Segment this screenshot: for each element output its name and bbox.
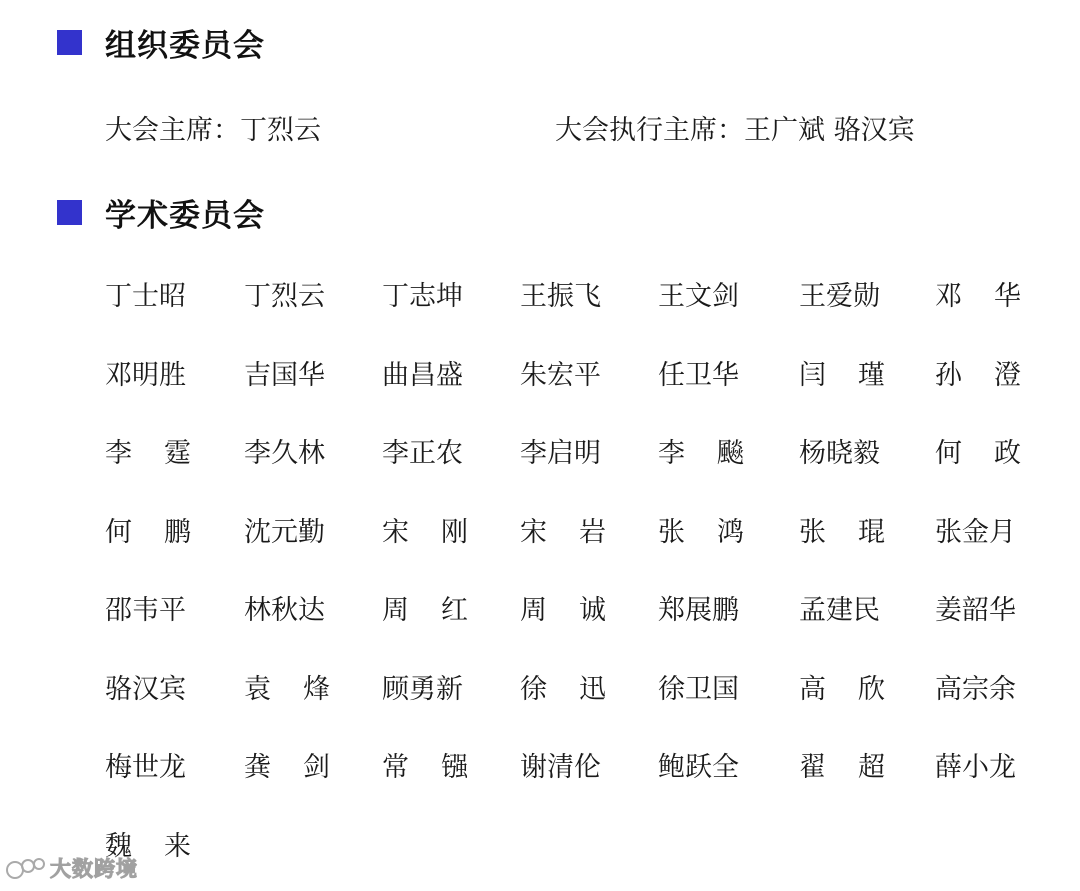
member-name: 魏 来 [105, 831, 191, 862]
member-row [105, 750, 1065, 786]
member-name: 骆汉宾 [105, 674, 186, 705]
watermark [6, 853, 138, 883]
member-name: 薛小龙 [935, 752, 1016, 783]
member-name: 丁士昭 [105, 281, 186, 312]
member-name: 杨晓毅 [799, 438, 880, 469]
section-header-academic [57, 190, 265, 235]
member-name: 何 政 [935, 438, 1021, 469]
member-row [105, 829, 1065, 865]
conference-chair: 大会主席：丁烈云 [105, 115, 321, 146]
conference-executive-chairs: 大会执行主席：王广斌 骆汉宾 [555, 115, 915, 146]
section-marker-icon [57, 30, 82, 55]
member-name: 周 诚 [520, 595, 606, 626]
member-name: 常 镪 [382, 752, 468, 783]
member-name: 朱宏平 [520, 360, 601, 391]
member-name: 邵韦平 [105, 595, 186, 626]
member-name: 何 鹏 [105, 517, 191, 548]
member-name: 孙 澄 [935, 360, 1021, 391]
member-name: 孟建民 [799, 595, 880, 626]
member-name: 姜韶华 [935, 595, 1016, 626]
section-marker-icon [57, 200, 82, 225]
member-name: 李 飈 [658, 438, 744, 469]
section-title-organizing: 组织委员会 [105, 28, 265, 64]
member-name: 吉国华 [244, 360, 325, 391]
watermark-text: 大数跨境 [50, 857, 138, 881]
member-name: 邓 华 [935, 281, 1021, 312]
member-name: 谢清伦 [520, 752, 601, 783]
member-row [105, 436, 1065, 472]
member-name: 闫 瑾 [799, 360, 885, 391]
member-name: 宋 岩 [520, 517, 606, 548]
section-title-academic: 学术委员会 [105, 198, 265, 234]
member-name: 李正农 [382, 438, 463, 469]
member-name: 丁志坤 [382, 281, 463, 312]
member-row [105, 515, 1065, 551]
member-row [105, 358, 1065, 394]
member-name: 张金月 [935, 517, 1016, 548]
member-name: 王爱勋 [799, 281, 880, 312]
member-name: 龚 剑 [244, 752, 330, 783]
member-name: 顾勇新 [382, 674, 463, 705]
member-name: 沈元勤 [244, 517, 325, 548]
member-name: 林秋达 [244, 595, 325, 626]
member-name: 李启明 [520, 438, 601, 469]
member-name: 高 欣 [799, 674, 885, 705]
member-name: 梅世龙 [105, 752, 186, 783]
member-name: 张 琨 [799, 517, 885, 548]
member-name: 王振飞 [520, 281, 601, 312]
member-row [105, 672, 1065, 708]
member-name: 郑展鹏 [658, 595, 739, 626]
member-name: 曲昌盛 [382, 360, 463, 391]
member-name: 宋 刚 [382, 517, 468, 548]
member-name: 任卫华 [658, 360, 739, 391]
member-name: 周 红 [382, 595, 468, 626]
watermark-logo-icon [6, 853, 50, 883]
member-name: 徐卫国 [658, 674, 739, 705]
member-name: 翟 超 [799, 752, 885, 783]
member-name: 丁烈云 [244, 281, 325, 312]
member-row [105, 593, 1065, 629]
member-name: 高宗余 [935, 674, 1016, 705]
member-row [105, 279, 1065, 315]
member-name: 邓明胜 [105, 360, 186, 391]
member-name: 李 霆 [105, 438, 191, 469]
member-name: 鲍跃全 [658, 752, 739, 783]
section-header-organizing [57, 20, 265, 65]
member-name: 徐 迅 [520, 674, 606, 705]
member-name: 李久林 [244, 438, 325, 469]
member-name: 袁 烽 [244, 674, 330, 705]
member-name: 王文剑 [658, 281, 739, 312]
member-name: 张 鸿 [658, 517, 744, 548]
